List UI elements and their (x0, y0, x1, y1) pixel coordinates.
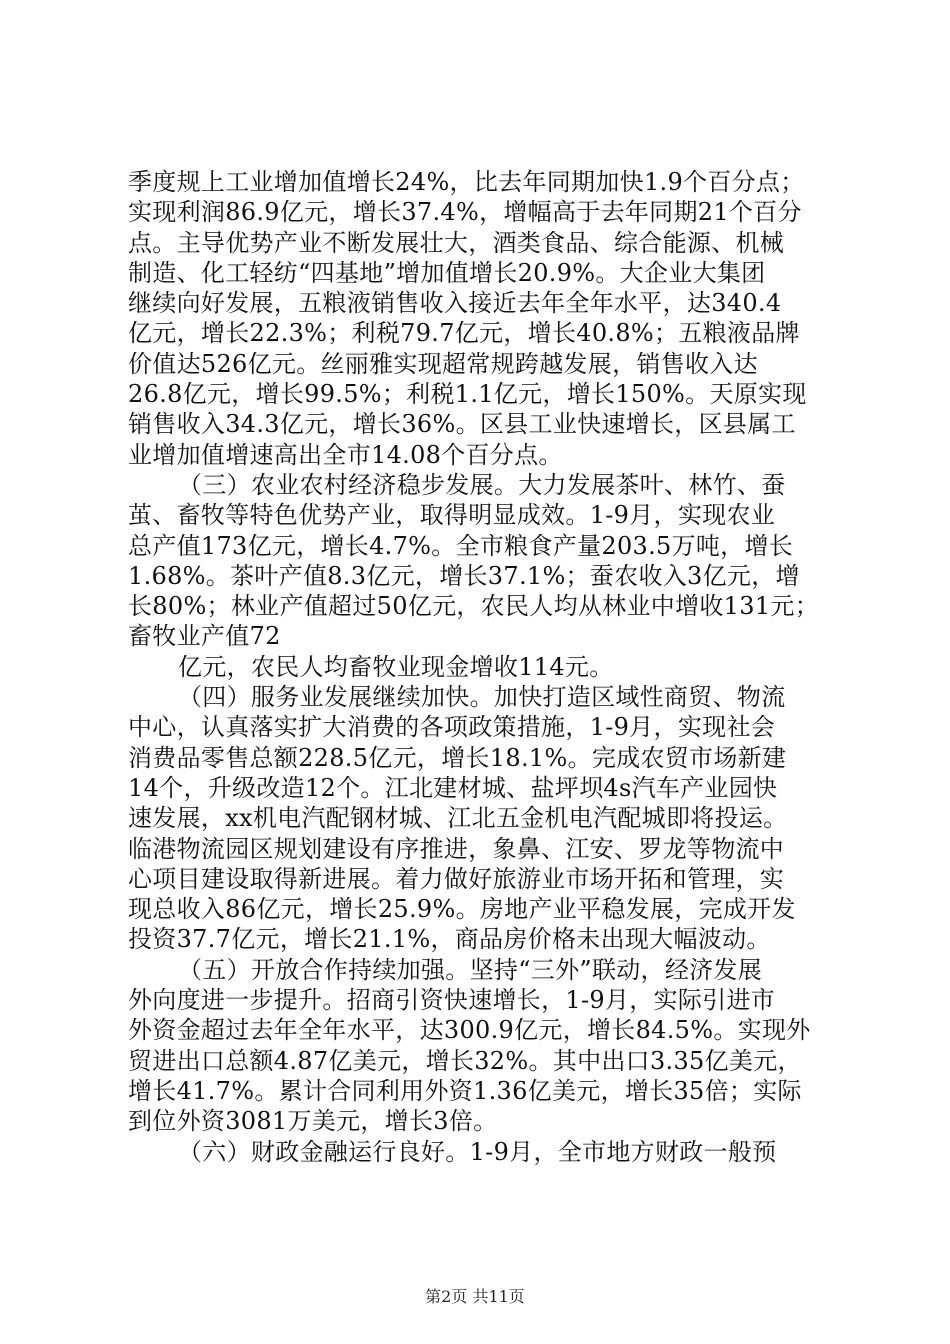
text-line: 茧、畜牧等特色优势产业，取得明显成效。1-9月，实现农业 (128, 501, 776, 530)
text-line: 增长41.7%。累计合同利用外资1.36亿美元，增长35倍；实际 (128, 1076, 802, 1105)
text-line: 长80%；林业产值超过50亿元，农民人均从林业中增收131元； (128, 592, 819, 621)
text-line: （五）开放合作持续加强。坚持“三外”联动，经济发展 (178, 955, 763, 984)
text-line: 业增加值增速高出全市14.08个百分点。 (128, 440, 563, 469)
text-line: 临港物流园区规划建设有序推进，象鼻、江安、罗龙等物流中 (128, 834, 785, 863)
text-line: 心项目建设取得新进展。着力做好旅游业市场开拓和管理，实 (128, 864, 785, 893)
text-line: 继续向好发展，五粮液销售收入接近去年全年水平，达340.4 (128, 289, 782, 318)
page-number-footer: 第2页 共11页 (425, 1287, 525, 1306)
text-line: （三）农业农村经济稳步发展。大力发展茶叶、林竹、蚕 (178, 470, 786, 499)
text-line: 26.8亿元，增长99.5%；利税1.1亿元，增长150%。天原实现 (128, 380, 807, 409)
text-line: 现总收入86亿元，增长25.9%。房地产业平稳发展，完成开发 (128, 895, 796, 924)
text-line: 外向度进一步提升。招商引资快速增长，1-9月，实际引进市 (128, 986, 776, 1015)
text-line: 贸进出口总额4.87亿美元，增长32%。其中出口3.35亿美元， (128, 1046, 802, 1075)
text-line: 中心，认真落实扩大消费的各项政策措施，1-9月，实现社会 (128, 713, 776, 742)
text-line: （六）财政金融运行良好。1-9月，全市地方财政一般预 (178, 1137, 777, 1166)
text-line: 价值达526亿元。丝丽雅实现超常规跨越发展，销售收入达 (128, 349, 758, 378)
document-body (128, 167, 840, 1167)
text-line: 总产值173亿元，增长4.7%。全市粮食产量203.5万吨，增长 (128, 531, 794, 560)
text-line: 亿元，增长22.3%；利税79.7亿元，增长40.8%；五粮液品牌 (128, 319, 800, 348)
text-line: （四）服务业发展继续加快。加快打造区域性商贸、物流 (178, 683, 786, 712)
text-line: 实现利润86.9亿元，增长37.4%，增幅高于去年同期21个百分 (128, 198, 802, 227)
text-line: 外资金超过去年全年水平，达300.9亿元，增长84.5%。实现外 (128, 1016, 811, 1045)
text-line: 销售收入34.3亿元，增长36%。区县工业快速增长，区县属工 (128, 410, 796, 439)
text-line: 投资37.7亿元，增长21.1%，商品房价格未出现大幅波动。 (128, 925, 771, 954)
text-line: 制造、化工轻纺“四基地”增加值增长20.9%。大企业大集团 (128, 258, 766, 287)
text-line: 到位外资3081万美元，增长3倍。 (128, 1107, 498, 1136)
text-line: 14个，升级改造12个。江北建材城、盐坪坝4s汽车产业园快 (128, 773, 778, 802)
text-line: 点。主导优势产业不断发展壮大，酒类食品、综合能源、机械 (128, 228, 785, 257)
text-line: 亿元，农民人均畜牧业现金增收114元。 (178, 652, 614, 681)
text-line: 消费品零售总额228.5亿元，增长18.1%。完成农贸市场新建 (128, 743, 787, 772)
text-line: 1.68%。茶叶产值8.3亿元，增长37.1%；蚕农收入3亿元，增 (128, 561, 800, 590)
text-line: 速发展，xx机电汽配钢材城、江北五金机电汽配城即将投运。 (128, 804, 788, 833)
text-line: 季度规上工业增加值增长24%，比去年同期加快1.9个百分点； (128, 168, 805, 196)
text-line: 畜牧业产值72 (128, 622, 281, 651)
